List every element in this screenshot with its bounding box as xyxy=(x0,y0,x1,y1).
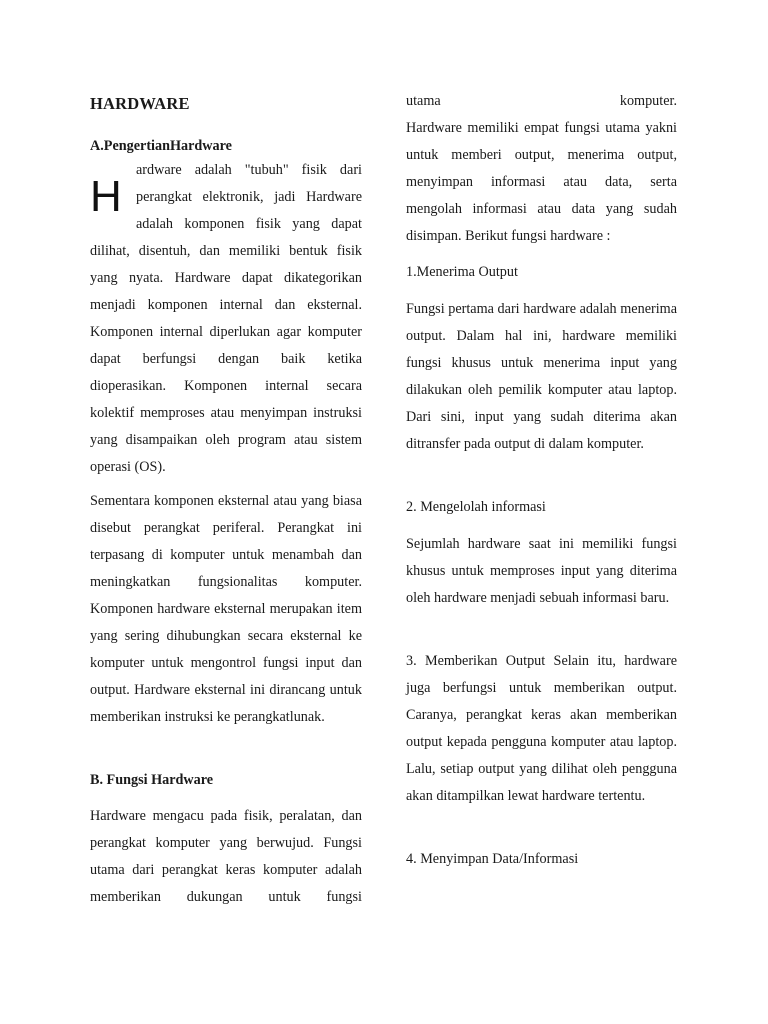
function-2-heading-text: 2. Mengelolah informasi xyxy=(406,499,546,515)
section-b-paragraph-1-right-first-line: utama komputer. xyxy=(406,93,677,109)
section-b-paragraph-1-left-text: Hardware mengacu pada fisik, peralatan, dan perangkat komputer yang berwujud. Fungsi utama dari perangkat keras komputer adalah memberikan dukungan untuk fungsi xyxy=(90,808,362,905)
section-a-paragraph-2-text: Sementara komponen eksternal atau yang biasa disebut perangkat periferal. Perangkat ini terpasang di komputer untuk menambah dan meningkatkan fungsionalitas komputer. Komponen hardware eksternal merupakan item yang sering dihubungkan secara eksternal ke komputer untuk mengontrol fungsi input dan output. Hardware eksternal ini dirancang untuk memberikan instruksi ke perangkatlunak. xyxy=(90,493,362,725)
function-1-paragraph-text: Fungsi pertama dari hardware adalah menerima output. Dalam hal ini, hardware memiliki fungsi khusus untuk menerima input yang dilakukan oleh pemilik komputer atau laptop. Dari sini, input yang sudah diterima akan ditransfer pada output di dalam komputer. xyxy=(406,301,677,452)
function-3-paragraph-text: 3. Memberikan Output Selain itu, hardware juga berfungsi untuk memberikan output. Caranya, perangkat keras akan memberikan output kepada pengguna komputer atau laptop. Lalu, setiap output yang dilihat oleh pengguna akan ditampilkan lewat hardware tertentu. xyxy=(406,653,677,804)
dropcap-letter: H xyxy=(90,172,122,221)
function-2-paragraph xyxy=(406,531,677,612)
function-3-paragraph xyxy=(406,648,677,810)
section-a-paragraph-1 xyxy=(90,157,362,481)
section-b-paragraph-1-right-text: Hardware memiliki empat fungsi utama yakni untuk memberi output, menerima output, menyimpan informasi atau data, serta mengolah informasi atau data yang sudah disimpan. Berikut fungsi hardware : xyxy=(406,120,677,244)
function-4-heading xyxy=(406,846,677,873)
section-b-paragraph-1-left xyxy=(90,803,362,911)
section-a-paragraph-1-text: ardware adalah "tubuh" fisik dari perangkat elektronik, jadi Hardware adalah komponen fisik yang dapat dilihat, disentuh, dan memiliki bentuk fisik yang nyata. Hardware dapat dikategorikan menjadi komponen internal dan eksternal. Komponen internal diperlukan agar komputer dapat berfungsi dengan baik ketika dioperasikan. Komponen internal secara kolektif memproses atau menyimpan instruksi yang disampaikan oleh program atau sistem operasi (OS). xyxy=(90,162,362,475)
function-1-heading xyxy=(406,259,677,286)
function-2-paragraph-text: Sejumlah hardware saat ini memiliki fungsi khusus untuk memproses input yang diterima oleh hardware menjadi sebuah informasi baru. xyxy=(406,536,677,606)
document-title: HARDWARE xyxy=(90,94,190,113)
section-b-heading: B. Fungsi Hardware xyxy=(90,772,214,788)
section-b-paragraph-1-right xyxy=(406,88,677,250)
section-a-paragraph-2 xyxy=(90,488,362,731)
function-1-heading-text: 1.Menerima Output xyxy=(406,264,518,280)
function-2-heading xyxy=(406,494,677,521)
section-a-heading: A.PengertianHardware xyxy=(90,138,232,154)
function-4-heading-text: 4. Menyimpan Data/Informasi xyxy=(406,851,579,867)
function-1-paragraph xyxy=(406,296,677,458)
